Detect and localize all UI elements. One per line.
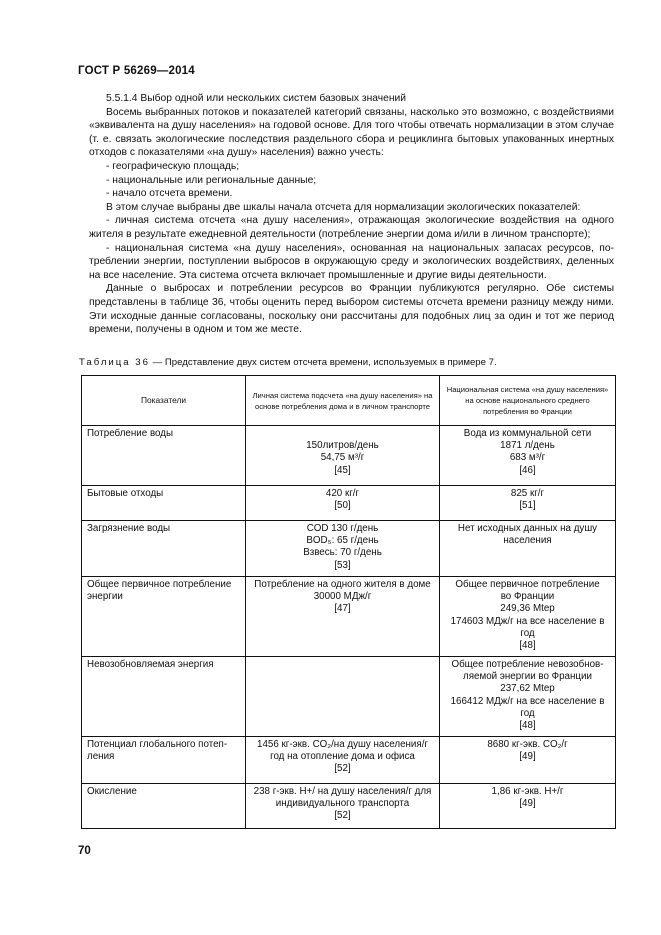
column-header: Показатели xyxy=(82,376,246,426)
cell-line: Потребление на одного жителя в доме xyxy=(254,579,431,590)
row-label: Загрязнение воды xyxy=(82,521,246,577)
cell-line: во Франции xyxy=(500,591,555,603)
row-label: Бытовые отходы xyxy=(82,486,246,521)
table-caption-label: Таблица 36 xyxy=(79,357,150,368)
table-row xyxy=(82,486,616,521)
column-header: Национальная система «на душу населения» на основе национального среднего потребления во Франции xyxy=(440,376,616,426)
list-item: - начало отсчета времени. xyxy=(106,188,233,200)
list-item: - личная система отсчета «на душу населения», отражающая экологические воздействия на одного жителя в результате ежедневной деятельности (потребление энергии дома и/или в личном транспорте); xyxy=(89,215,614,240)
cell-line: 683 м³/г xyxy=(509,452,546,464)
data-table xyxy=(81,375,616,829)
cell-line: 174603 МДж/г на все население в год xyxy=(450,615,605,639)
cell-line: [49] xyxy=(519,798,536,810)
section-text xyxy=(89,92,614,337)
paragraph: В этом случае выбраны две шкалы начала отсчета для нормализации экологических показателей: xyxy=(106,201,581,213)
cell-line: Взвесь: 70 г/день xyxy=(303,547,382,559)
cell-line: [45] xyxy=(334,464,351,476)
cell-line xyxy=(251,428,434,440)
table-caption xyxy=(79,357,619,368)
row-label: Окисление xyxy=(82,784,246,829)
table-row xyxy=(82,657,616,737)
table-caption-text: — Представление двух систем отсчета времени, используемых в примере 7. xyxy=(149,357,497,368)
cell-line: 420 кг/г xyxy=(325,488,360,499)
personal-value xyxy=(246,737,440,784)
cell-line: 249,36 Мtep xyxy=(500,603,555,615)
table-header-row xyxy=(82,376,616,426)
cell-line: COD 130 г/день xyxy=(306,523,379,534)
cell-line: [48] xyxy=(519,640,536,652)
cell-line: 30000 МДж/г xyxy=(313,591,372,603)
personal-value xyxy=(246,426,440,486)
paragraph: Восемь выбранных потоков и показателей категорий связаны, насколько это возможно, с воздействиями «эквивалента на душу населения» на годовой основе. Для того чтобы отвечать нормализации в этом случае (т. е. связать экологические последствия раздельного сбора и рециклинга бытовых упакованных инертных отходов с показателями «на душу» населения) важно учесть: xyxy=(89,106,614,159)
national-value xyxy=(440,577,616,657)
page-number: 70 xyxy=(78,845,91,857)
cell-line: 825 кг/г xyxy=(510,488,545,499)
cell-line: 1,86 кг-экв. Н+/г xyxy=(491,786,564,797)
cell-line: [50] xyxy=(334,500,351,512)
cell-line: BOD₅: 65 г/день xyxy=(306,535,379,547)
row-label: Потенциал глобального потепления xyxy=(82,737,246,784)
national-value xyxy=(440,657,616,737)
cell-line: [53] xyxy=(334,559,351,571)
table-row xyxy=(82,426,616,486)
cell-line: Нет исходных данных на душу xyxy=(457,523,598,534)
cell-line: 166412 МДж/г на все население в год xyxy=(450,695,605,719)
list-item: - национальные или региональные данные; xyxy=(106,174,317,186)
list-item: - национальная система «на душу населения», основанная на национальных запасах ресурсов, потреблении энергии, поступлении выбросов в окружающую среду и экологических воздействиях, деленных на все население. Эта система отсчета включает промышленные и другие виды деятельности. xyxy=(89,242,614,281)
document-header: ГОСТ Р 56269—2014 xyxy=(78,65,195,77)
row-label: Потребление воды xyxy=(82,426,246,486)
column-header: Личная система подсчета «на душу населения» на основе потребления дома и в личном транспорте xyxy=(246,376,440,426)
list-item: - географическую площадь; xyxy=(106,160,240,172)
cell-line: [52] xyxy=(334,763,351,775)
cell-line: [52] xyxy=(334,810,351,822)
cell-line: 1871 л/день xyxy=(500,440,555,452)
national-value xyxy=(440,426,616,486)
personal-value xyxy=(246,577,440,657)
table-row xyxy=(82,521,616,577)
personal-value xyxy=(246,784,440,829)
cell-line: [48] xyxy=(519,720,536,732)
cell-line: 237,62 Мtep xyxy=(500,683,555,695)
row-label: Общее первичное потребление энергии xyxy=(82,577,246,657)
table-row xyxy=(82,784,616,829)
personal-value xyxy=(246,486,440,521)
cell-line: Общее первичное потребление xyxy=(455,579,600,590)
paragraph: Данные о выбросах и потреблении ресурсов во Франции публикуются регулярно. Обе системы представлены в таблице 36, чтобы оценить перед выбором системы отсчета времени разницу между ними. Эти исходные данные согласованы, поскольку они рассчитаны для подобных лиц за один и тот же период времени, получены в одном и том же месте. xyxy=(89,283,614,336)
cell-line: Общее потребление невозобновляемой энергии во Франции xyxy=(451,659,604,683)
national-value xyxy=(440,486,616,521)
national-value xyxy=(440,784,616,829)
cell-line: [51] xyxy=(519,500,536,512)
cell-line: Вода из коммунальной сети xyxy=(463,428,592,439)
cell-line: [49] xyxy=(519,751,536,763)
national-value xyxy=(440,737,616,784)
cell-line: [47] xyxy=(334,603,351,615)
cell-line: населения xyxy=(503,535,552,547)
cell-line: 238 г-экв. Н+/ на душу населения/г для индивидуального транспорта xyxy=(253,786,432,810)
cell-line: 150литров/день xyxy=(306,440,379,452)
personal-value xyxy=(246,521,440,577)
section-heading: 5.5.1.4 Выбор одной или нескольких систем базовых значений xyxy=(106,93,407,104)
cell-line: 8680 кг-экв. CO₂/г xyxy=(487,739,568,750)
cell-line: 54,75 м³/г xyxy=(320,452,365,464)
table-row xyxy=(82,737,616,784)
cell-line: [46] xyxy=(519,464,536,476)
table-row xyxy=(82,577,616,657)
cell-line: 1456 кг-экв. CO₂/на душу населения/г год на отопление дома и офиса xyxy=(257,739,428,763)
row-label: Невозобновляемая энергия xyxy=(82,657,246,737)
national-value xyxy=(440,521,616,577)
personal-value-empty xyxy=(246,657,440,737)
